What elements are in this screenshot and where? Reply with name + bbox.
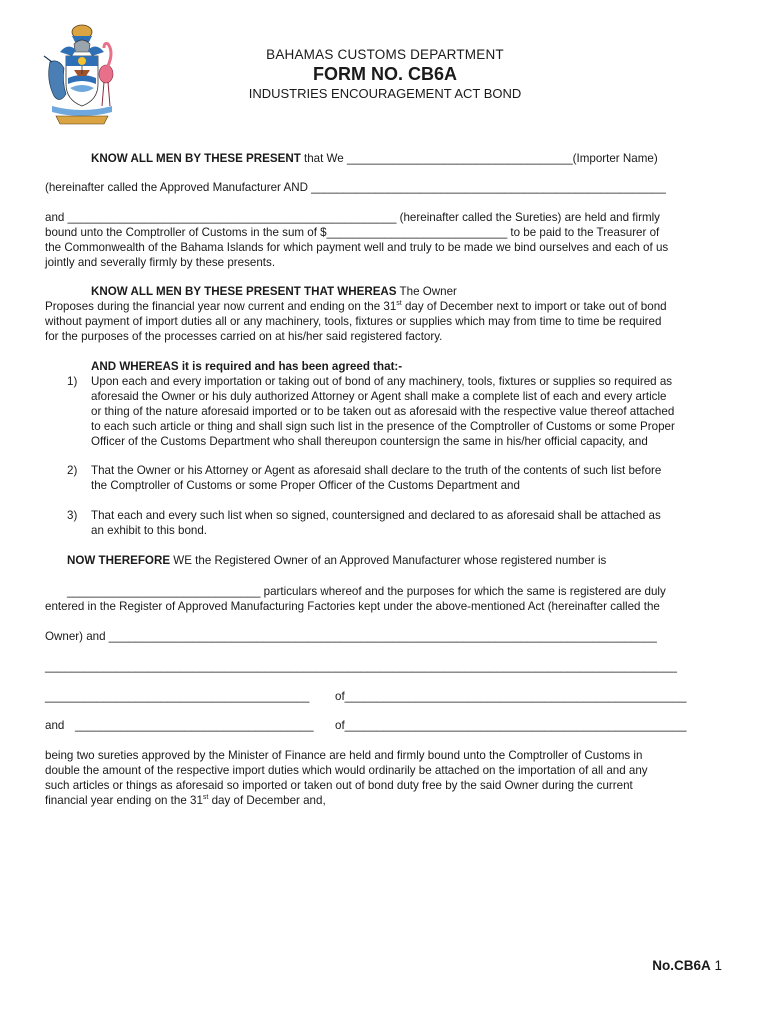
clause-2-number: 2) bbox=[67, 464, 78, 477]
clause-3-body bbox=[91, 508, 723, 538]
department-name: BAHAMAS CUSTOMS DEPARTMENT bbox=[266, 47, 504, 62]
owner-field[interactable]: Owner) and _____________________________________________________________________________________ bbox=[45, 630, 657, 643]
para-sureties-line3: the Commonwealth of the Bahama Islands for which payment well and truly to be made we bind ourselves and each of us bbox=[45, 241, 669, 254]
closing-line1: being two sureties approved by the Minister of Finance are held and firmly bound unto the Comptroller of Customs in bbox=[45, 749, 643, 762]
now-therefore-text: WE the Registered Owner of an Approved Manufacturer whose registered number is bbox=[170, 554, 607, 567]
clause-2-body bbox=[91, 463, 723, 493]
form-number: FORM NO. CB6A bbox=[313, 64, 457, 84]
para-whereas-line1-a: Proposes during the financial year now current and ending on the 31 bbox=[45, 300, 397, 313]
closing-line3: such articles or things as aforesaid so imported or taken out of bond duty free by the said Owner during the current bbox=[45, 779, 633, 792]
para-whereas-lead: KNOW ALL MEN BY THESE PRESENT THAT WHEREAS bbox=[91, 285, 397, 298]
clause-1-line: or thing of the nature aforesaid imported or to be taken out as aforesaid with the respective value thereof attached bbox=[91, 405, 675, 418]
clause-1-number: 1) bbox=[67, 375, 78, 388]
para-whereas-line1-b: day of December next to import or take out of bond bbox=[401, 300, 667, 313]
closing-line4 bbox=[45, 793, 326, 808]
now-therefore bbox=[67, 553, 606, 568]
surety-2-name-field[interactable]: _____________________________________ bbox=[75, 719, 314, 732]
clause-1-body bbox=[91, 374, 723, 449]
now-therefore-lead: NOW THEREFORE bbox=[67, 554, 171, 567]
para-whereas-lead-tail: The Owner bbox=[396, 285, 457, 298]
surety-2-and: and bbox=[45, 719, 65, 732]
closing-line4-sup: st bbox=[202, 794, 209, 802]
closing-line2: double the amount of the respective import duties which would ordinarily be attached on the importation of all and any bbox=[45, 764, 648, 777]
closing-line4-b: day of December and, bbox=[208, 794, 326, 807]
para-manufacturer: (hereinafter called the Approved Manufacturer AND _______________________________________________________ bbox=[45, 181, 666, 194]
clause-3-number: 3) bbox=[67, 509, 78, 522]
page-footer bbox=[652, 958, 722, 973]
para-importer-lead: KNOW ALL MEN BY THESE PRESENT bbox=[91, 152, 301, 165]
footer-form-code: No.CB6A bbox=[652, 958, 711, 973]
clause-3-line: That each and every such list when so signed, countersigned and declared to as aforesaid shall be attached as bbox=[91, 509, 661, 522]
para-sureties-line2: bound unto the Comptroller of Customs in the sum of $____________________________ to be paid to the Treasurer of bbox=[45, 226, 660, 239]
closing-line4-a: financial year ending on the 31 bbox=[45, 794, 203, 807]
surety-2-address-field[interactable]: of_____________________________________________________ bbox=[335, 719, 687, 732]
para-sureties-line1: and ___________________________________________________ (hereinafter called the Sureties) are held and firmly bbox=[45, 211, 660, 224]
clause-1-line: to each such article or thing and shall sign such list in the presence of the Comptroller of Customs or some Proper bbox=[91, 420, 675, 433]
clause-2-line: That the Owner or his Attorney or Agent as aforesaid shall declare to the truth of the contents of such list before bbox=[91, 464, 662, 477]
clause-2-line: the Comptroller of Customs or some Proper Officer of the Customs Department and bbox=[91, 479, 520, 492]
form-title: INDUSTRIES ENCOURAGEMENT ACT BOND bbox=[248, 86, 522, 101]
para-whereas-line3: for the purposes of the processes carried on at his/her said registered factory. bbox=[45, 330, 443, 343]
surety-1-name-field[interactable]: _________________________________________ bbox=[45, 690, 310, 703]
para-whereas-line2: without payment of import duties all or any machinery, tools, fixtures or supplies which may from time to time be required bbox=[45, 315, 662, 328]
clause-1-line: aforesaid the Owner or his duly authorized Attorney or Agent shall make a complete list of each and every article bbox=[91, 390, 667, 403]
surety-1-address-field[interactable]: of_____________________________________________________ bbox=[335, 690, 687, 703]
para-importer bbox=[91, 151, 658, 166]
footer-page-number: 1 bbox=[714, 958, 722, 973]
particulars-line2: entered in the Register of Approved Manufacturing Factories kept under the above-mentioned Act (hereinafter called the bbox=[45, 600, 660, 613]
coat-of-arms-icon bbox=[42, 22, 122, 126]
and-whereas-heading: AND WHEREAS it is required and has been agreed that:- bbox=[91, 360, 403, 373]
para-importer-text: that We ___________________________________(Importer Name) bbox=[300, 152, 658, 165]
clause-3-line: an exhibit to this bond. bbox=[91, 524, 208, 537]
blank-field[interactable]: __________________________________________________________________________________________________ bbox=[45, 660, 677, 673]
clause-1-line: Officer of the Customs Department who shall thereupon countersign the same in his/her official capacity, and bbox=[91, 435, 648, 448]
particulars-line1: ______________________________ particulars whereof and the purposes for which the same is registered are duly bbox=[67, 585, 666, 598]
para-sureties-line4: jointly and severally firmly by these presents. bbox=[45, 256, 276, 269]
clause-1-line: Upon each and every importation or taking out of bond of any machinery, tools, fixtures or supplies so required as bbox=[91, 375, 673, 388]
para-whereas-line1 bbox=[45, 299, 667, 314]
para-whereas-line1-sup: st bbox=[396, 300, 402, 308]
para-whereas-heading bbox=[91, 284, 457, 299]
